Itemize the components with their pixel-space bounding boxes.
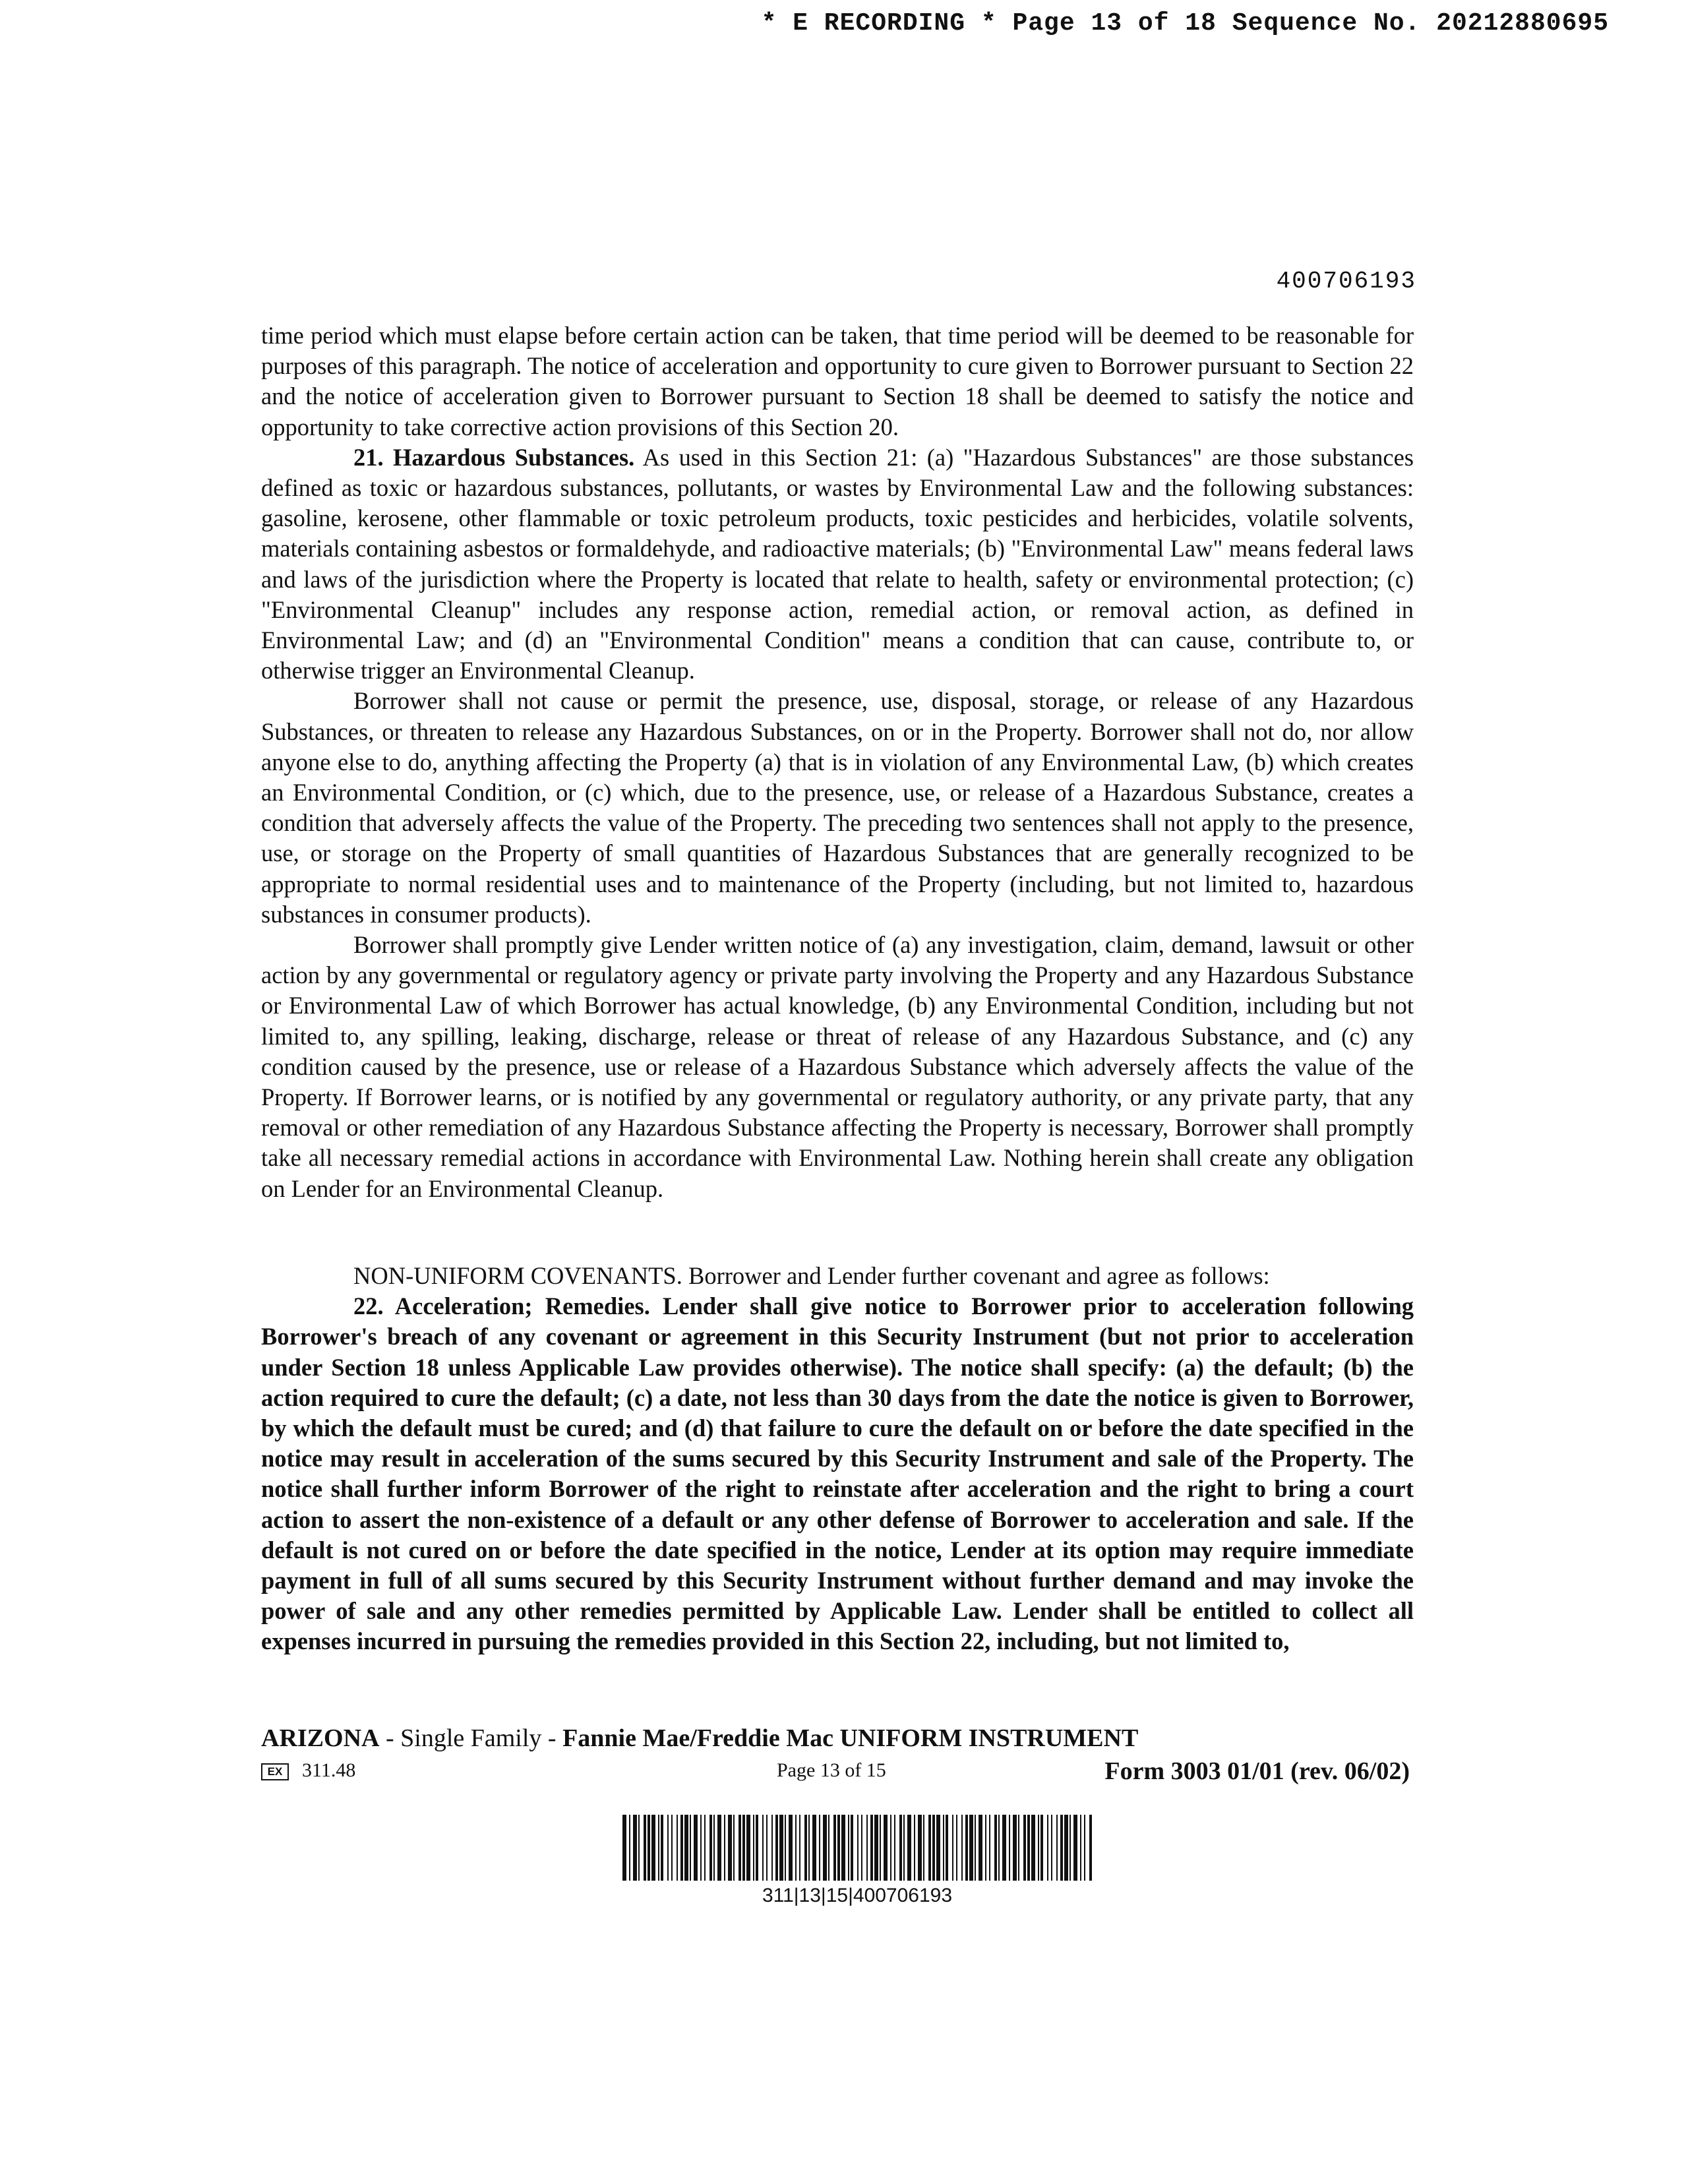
form-code: 311.48 [302, 1759, 356, 1781]
ex-logo-icon: EX [261, 1763, 289, 1780]
paragraph-section-22: 22. Acceleration; Remedies. Lender shall give notice to Borrower prior to acceleration following Borrower's breach of any covenant or agreement in this Security Instrument (but not prior to acceleration under Section 18 unless Applicable Law provides otherwise). The notice shall specify: (a) the default; (b) the action required to cure the default; (c) a date, not less than 30 days from the date the notice is given to Borrower, by which the default must be cured; and (d) that failure to cure the default on or before the date specified in the notice may result in acceleration of the sums secured by this Security Instrument and sale of the Property. The notice shall further inform Borrower of the right to reinstate after acceleration and the right to bring a court action to assert the non-existence of a default or any other defense of Borrower to acceleration and sale. If the default is not cured on or before the date specified in the notice, Lender at its option may require immediate payment in full of all sums secured by this Security Instrument without further demand and may invoke the power of sale and any other remedies permitted by Applicable Law. Lender shall be entitled to collect all expenses incurred in pursuing the remedies provided in this Section 22, including, but not limited to, [261, 1292, 1414, 1655]
paragraph-hazardous-notice: Borrower shall promptly give Lender written notice of (a) any investigation, claim, demand, lawsuit or other action by any governmental or regulatory agency or private party involving the Property and any Hazardous Substance or Environmental Law of which Borrower has actual knowledge, (b) any Environmental Condition, including but not limited to, any spilling, leaking, discharge, release or threat of release of any Hazardous Substance, and (c) any condition caused by the presence, use or release of a Hazardous Substance which adversely affects the value of the Property. If Borrower learns, or is notified by any governmental or regulatory authority, or any private party, that any removal or other remediation of any Hazardous Substance affecting the Property is necessary, Borrower shall promptly take all necessary remedial actions in accordance with Environmental Law. Nothing herein shall create any obligation on Lender for an Environmental Cleanup. [261, 931, 1414, 1202]
paragraph-section-21 [261, 442, 1414, 686]
footer-instrument: Fannie Mae/Freddie Mac UNIFORM INSTRUMENT [562, 1724, 1139, 1752]
loan-number: 400706193 [1276, 268, 1416, 295]
paragraph-hazardous-restrictions: Borrower shall not cause or permit the presence, use, disposal, storage, or release of any Hazardous Substances, or threaten to release any Hazardous Substances, on or in the Property. Borrower shall not do, nor allow anyone else to do, anything affecting the Property (a) that is in violation of any Environmental Law, (b) which creates an Environmental Condition, or (c) which, due to the presence, use, or release of a Hazardous Substance, creates a condition that adversely affects the value of the Property. The preceding two sentences shall not apply to the presence, use, or storage on the Property of small quantities of Hazardous Substances that are generally recognized to be appropriate to normal residential uses and to maintenance of the Property (including, but not limited to, hazardous substances in consumer products). [261, 687, 1414, 928]
form-number: Form 3003 01/01 (rev. 06/02) [1104, 1757, 1410, 1785]
barcode-number: 311|13|15|400706193 [762, 1885, 953, 1906]
page-number: Page 13 of 15 [777, 1759, 886, 1781]
recording-header: * E RECORDING * Page 13 of 18 Sequence No. 20212880695 [761, 9, 1609, 38]
section-21-text: As used in this Section 21: (a) "Hazardous Substances" are those substances defined as toxic or hazardous substances, pollutants, or wastes by Environmental Law and the following substances: gasoline, kerosene, other flammable or toxic petroleum products, toxic pesticides and herbicides, volatile solvents, materials containing asbestos or formaldehyde, and radioactive materials; (b) "Environmental Law" means federal laws and laws of the jurisdiction where the Property is located that relate to health, safety or environmental protection; (c) "Environmental Cleanup" includes any response action, remedial action, or removal action, as defined in Environmental Law; and (d) an "Environmental Condition" means a condition that can cause, contribute to, or otherwise trigger an Environmental Cleanup. [261, 443, 1414, 684]
barcode-icon [622, 1815, 1092, 1881]
non-uniform-covenants-intro: NON-UNIFORM COVENANTS. Borrower and Lender further covenant and agree as follows: [353, 1261, 1270, 1289]
footer-state: ARIZONA [261, 1724, 380, 1752]
document-body [261, 320, 1414, 1657]
paragraph-section-20-continued: time period which must elapse before certain action can be taken, that time period will be deemed to be reasonable for purposes of this paragraph. The notice of acceleration and opportunity to cure given to Borrower pursuant to Section 22 and the notice of acceleration given to Borrower pursuant to Section 18 shall be deemed to satisfy the notice and opportunity to take corrective action provisions of this Section 20. [261, 322, 1414, 440]
footer-row [261, 1759, 1410, 1792]
footer-type: - Single Family - [379, 1724, 563, 1752]
section-21-heading: 21. Hazardous Substances. [353, 443, 635, 471]
footer-instrument-title [261, 1724, 1138, 1753]
